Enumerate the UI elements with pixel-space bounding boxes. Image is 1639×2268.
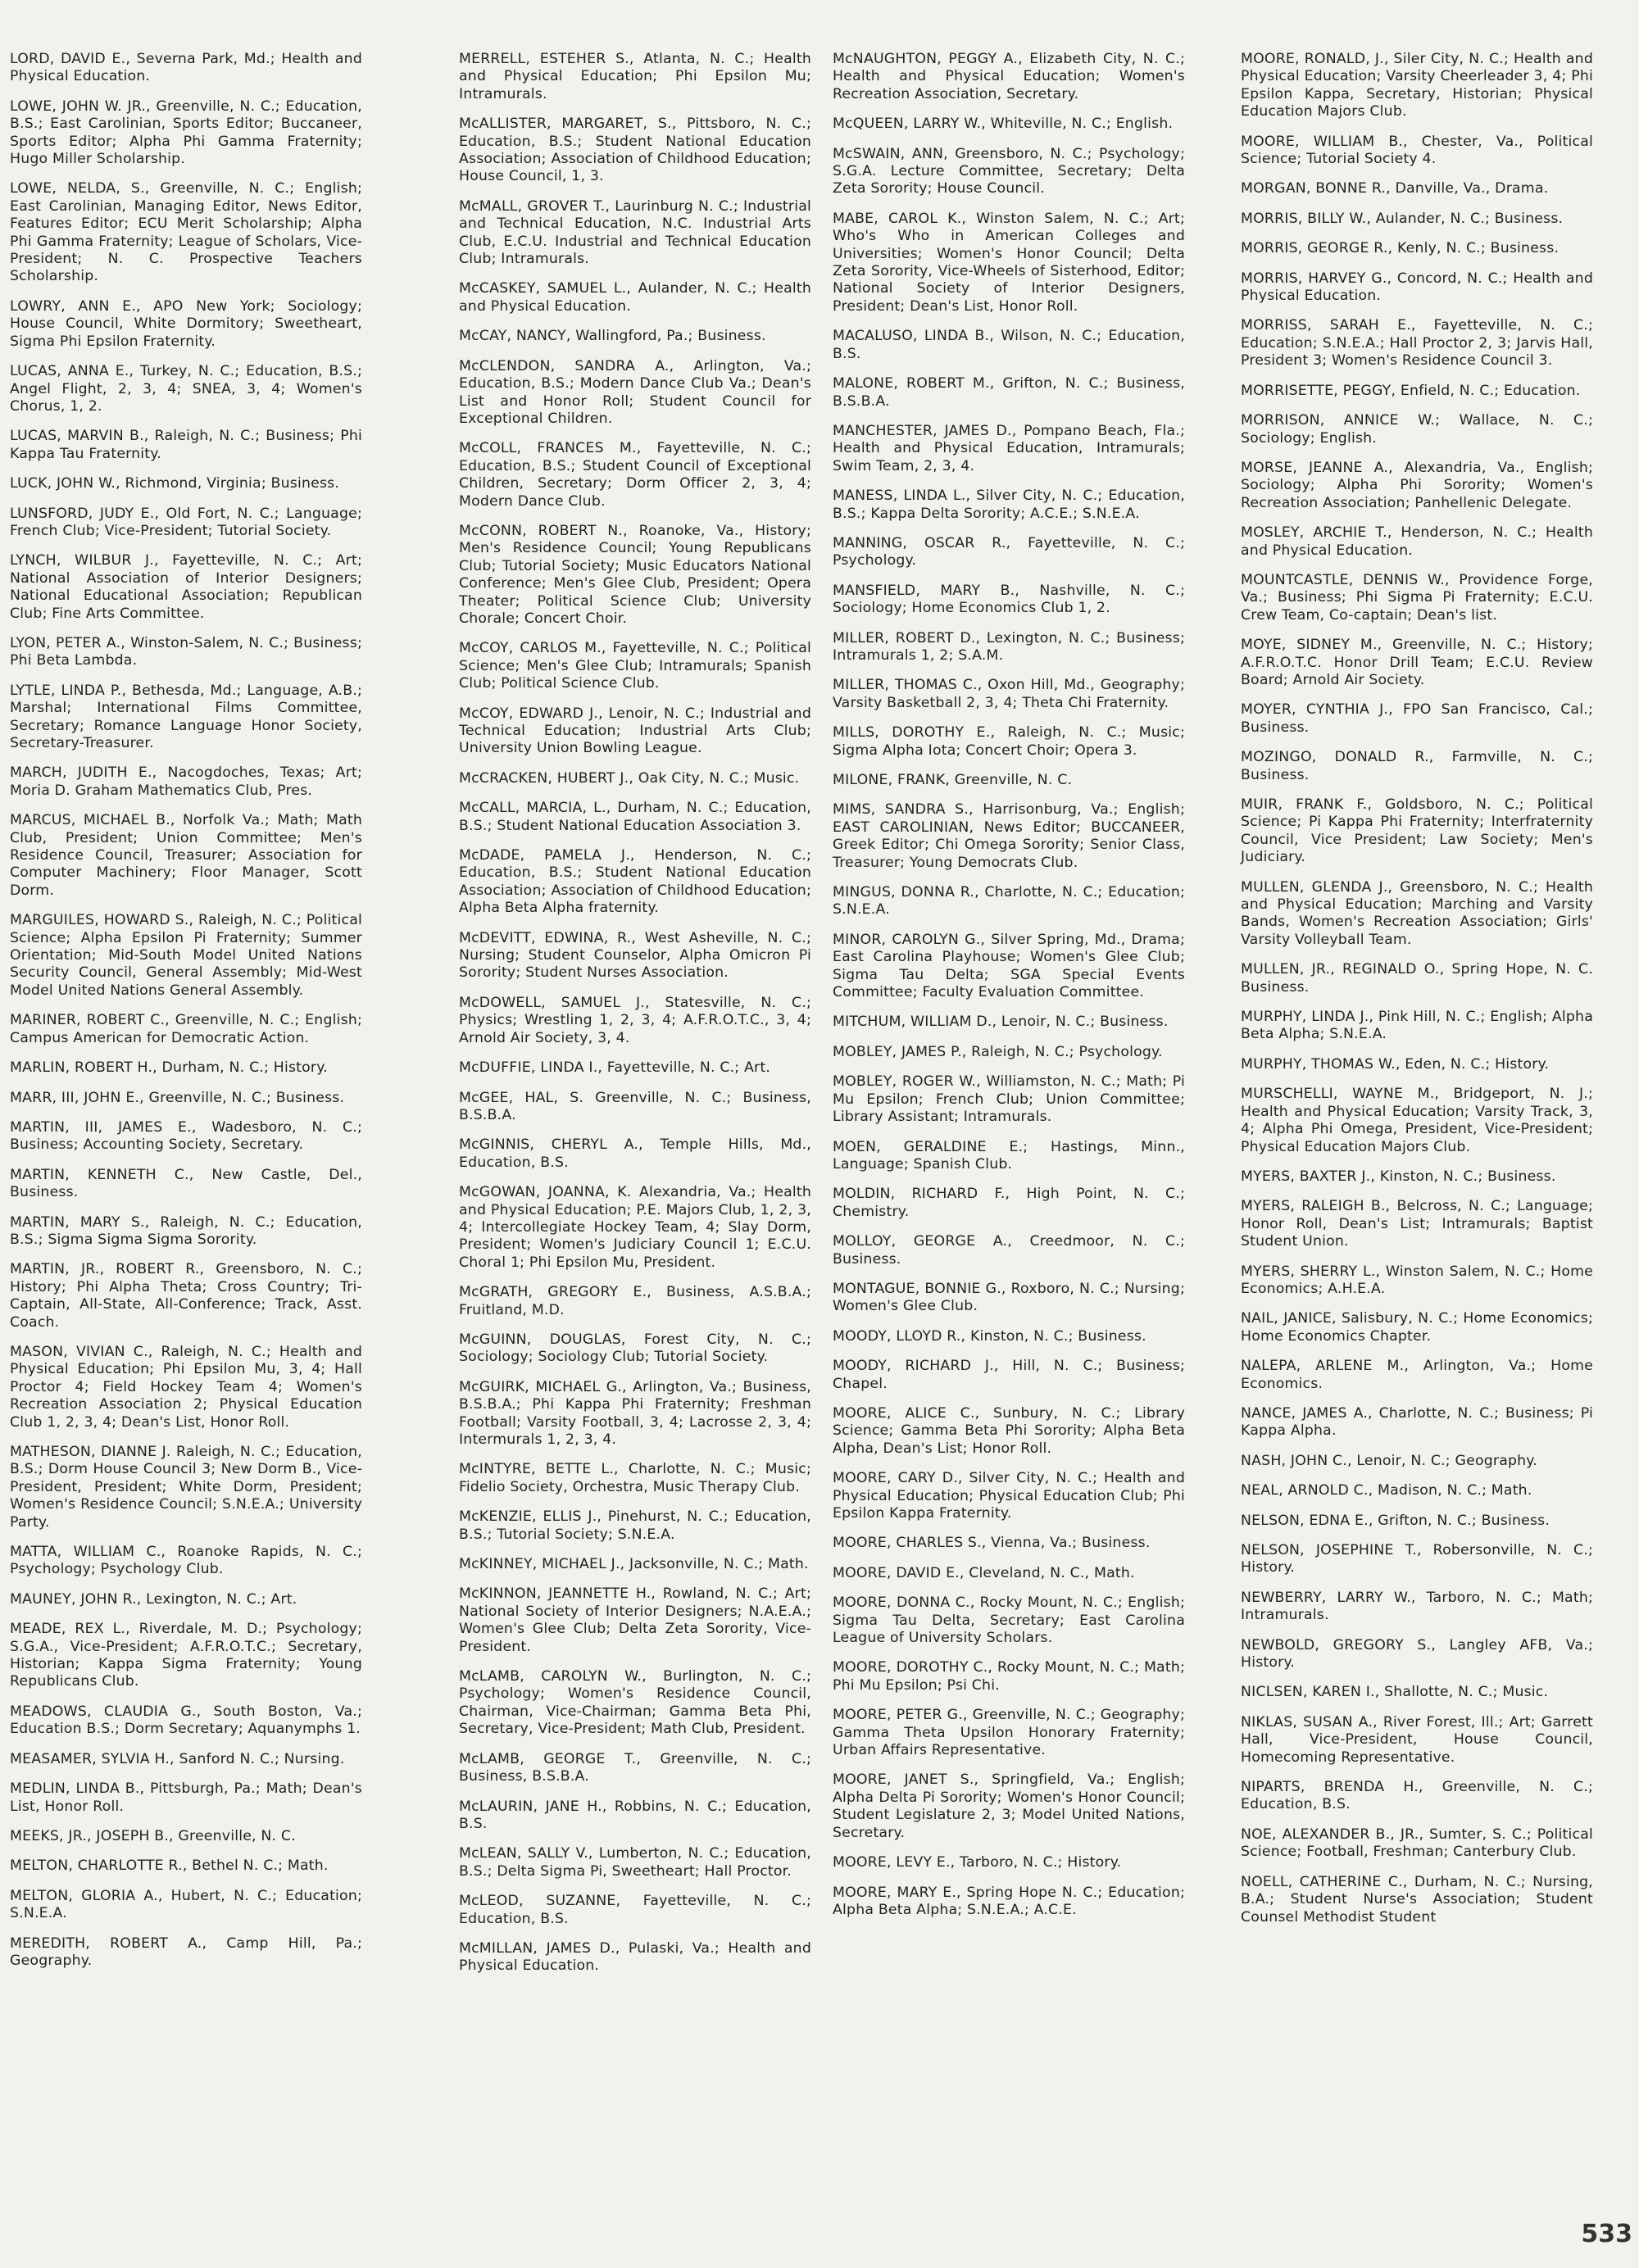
student-entry: MARTIN, KENNETH C., New Castle, Del., Business. <box>10 1166 362 1201</box>
student-entry: NALEPA, ARLENE M., Arlington, Va.; Home Economics. <box>1241 1358 1593 1392</box>
student-entry: LOWE, JOHN W. JR., Greenville, N. C.; Education, B.S.; East Carolinian, Sports Editor; Buccaneer, Sports Editor; Alpha Phi Gamma Fraternity; Hugo Miller Scholarship. <box>10 98 362 168</box>
student-entry: McCAY, NANCY, Wallingford, Pa.; Business. <box>459 328 766 345</box>
student-entry: MORGAN, BONNE R., Danville, Va., Drama. <box>1241 180 1549 197</box>
student-entry: MORSE, JEANNE A., Alexandria, Va., English; Sociology; Alpha Phi Sorority; Women's Recreation Association; Panhellenic Delegate. <box>1241 459 1593 511</box>
student-entry: McCOY, CARLOS M., Fayetteville, N. C.; Political Science; Men's Glee Club; Intramurals; Spanish Club; Political Science Club. <box>459 640 811 692</box>
student-entry: MOORE, DOROTHY C., Rocky Mount, N. C.; Math; Phi Mu Epsilon; Psi Chi. <box>833 1659 1185 1694</box>
student-entry: LUCAS, MARVIN B., Raleigh, N. C.; Business; Phi Kappa Tau Fraternity. <box>10 428 362 462</box>
student-entry: NEAL, ARNOLD C., Madison, N. C.; Math. <box>1241 1482 1532 1499</box>
student-entry: MILONE, FRANK, Greenville, N. C. <box>833 772 1073 788</box>
student-entry: MOORE, RONALD, J., Siler City, N. C.; Health and Physical Education; Varsity Cheerleader 3, 4; Phi Epsilon Kappa, Secretary, Historian; Physical Education Majors Club. <box>1241 51 1593 120</box>
student-entry: McLEAN, SALLY V., Lumberton, N. C.; Education, B.S.; Delta Sigma Pi, Sweetheart; Hall Proctor. <box>459 1845 811 1880</box>
student-entry: NIPARTS, BRENDA H., Greenville, N. C.; Education, B.S. <box>1241 1779 1593 1813</box>
student-entry: LOWRY, ANN E., APO New York; Sociology; House Council, White Dormitory; Sweetheart, Sigma Phi Epsilon Fraternity. <box>10 297 362 350</box>
student-entry: MERRELL, ESTEHER S., Atlanta, N. C.; Health and Physical Education; Phi Epsilon Mu; Intramurals. <box>459 51 811 102</box>
student-entry: MOORE, LEVY E., Tarboro, N. C.; History. <box>833 1854 1122 1871</box>
student-entry: MARCH, JUDITH E., Nacogdoches, Texas; Art; Moria D. Graham Mathematics Club, Pres. <box>10 764 362 799</box>
student-entry: NASH, JOHN C., Lenoir, N. C.; Geography. <box>1241 1452 1537 1469</box>
student-entry: MARTIN, III, JAMES E., Wadesboro, N. C.; Business; Accounting Society, Secretary. <box>10 1118 362 1154</box>
student-entry: MOLDIN, RICHARD F., High Point, N. C.; Chemistry. <box>833 1186 1185 1220</box>
student-entry: MOORE, CARY D., Silver City, N. C.; Health and Physical Education; Physical Education Club; Phi Epsilon Kappa Fraternity. <box>833 1470 1185 1522</box>
student-entry: McLAMB, CAROLYN W., Burlington, N. C.; Psychology; Women's Residence Council, Chairman, Vice-Chairman; Gamma Beta Phi, Secretary, Vice-President; Math Club, President. <box>459 1668 811 1738</box>
student-entry: MEADE, REX L., Riverdale, M. D.; Psychology; S.G.A., Vice-President; A.F.R.O.T.C.; Secretary, Historian; Kappa Sigma Fraternity; Young Republicans Club. <box>10 1621 362 1690</box>
page-number: 533 <box>1581 2220 1632 2248</box>
student-entry: MOYE, SIDNEY M., Greenville, N. C.; History; A.F.R.O.T.C. Honor Drill Team; E.C.U. Review Board; Arnold Air Society. <box>1241 637 1593 688</box>
student-entry: LYTLE, LINDA P., Bethesda, Md.; Language, A.B.; Marshal; International Films Committee, Secretary; Romance Language Honor Society, Secretary-Treasurer. <box>10 682 362 751</box>
student-entry: MOLLOY, GEORGE A., Creedmoor, N. C.; Business. <box>833 1233 1185 1268</box>
student-entry: MEADOWS, CLAUDIA G., South Boston, Va.; Education B.S.; Dorm Secretary; Aquanymphs 1. <box>10 1703 362 1738</box>
student-entry: MALONE, ROBERT M., Grifton, N. C.; Business, B.S.B.A. <box>833 375 1185 410</box>
student-entry: MARR, III, JOHN E., Greenville, N. C.; Business. <box>10 1089 345 1106</box>
student-entry: MURPHY, LINDA J., Pink Hill, N. C.; English; Alpha Beta Alpha; S.N.E.A. <box>1241 1009 1593 1043</box>
student-entry: McGUINN, DOUGLAS, Forest City, N. C.; Sociology; Sociology Club; Tutorial Society. <box>459 1331 811 1366</box>
student-entry: MOORE, ALICE C., Sunbury, N. C.; Library Science; Gamma Beta Phi Sorority; Alpha Beta Alpha, Dean's List; Honor Roll. <box>833 1404 1185 1457</box>
student-entry: McMALL, GROVER T., Laurinburg N. C.; Industrial and Technical Education, N.C. Industrial Arts Club, E.C.U. Industrial and Technical Education Club; Intramurals. <box>459 197 811 268</box>
student-entry: MARLIN, ROBERT H., Durham, N. C.; History. <box>10 1059 328 1077</box>
student-entry: McGUIRK, MICHAEL G., Arlington, Va.; Business, B.S.B.A.; Phi Kappa Phi Fraternity; Freshman Football; Varsity Football, 3, 4; Lacrosse 2, 3, 4; Intermurals 1, 2, 3, 4. <box>459 1378 811 1448</box>
student-entry: MOEN, GERALDINE E.; Hastings, Minn., Language; Spanish Club. <box>833 1138 1185 1173</box>
student-entry: MOBLEY, ROGER W., Williamston, N. C.; Math; Pi Mu Epsilon; French Club; Union Committee; Library Assistant; Intramurals. <box>833 1073 1185 1126</box>
student-entry: MARGUILES, HOWARD S., Raleigh, N. C.; Political Science; Alpha Epsilon Pi Fraternity; Summer Orientation; Mid-South Model United Nations Security Council, General Assembly; Mid-West Model United Nations General Assembly. <box>10 912 362 999</box>
student-entry: MYERS, BAXTER J., Kinston, N. C.; Business. <box>1241 1168 1556 1185</box>
student-entry: MEDLIN, LINDA B., Pittsburgh, Pa.; Math; Dean's List, Honor Roll. <box>10 1780 362 1815</box>
student-entry: MUIR, FRANK F., Goldsboro, N. C.; Political Science; Pi Kappa Phi Fraternity; Interfraternity Council, Vice President; Law Society; Men's Judiciary. <box>1241 796 1593 866</box>
student-entry: LUNSFORD, JUDY E., Old Fort, N. C.; Language; French Club; Vice-President; Tutorial Society. <box>10 505 362 539</box>
student-entry: MILLER, THOMAS C., Oxon Hill, Md., Geography; Varsity Basketball 2, 3, 4; Theta Chi Fraternity. <box>833 677 1185 711</box>
student-entry: McLAMB, GEORGE T., Greenville, N. C.; Business, B.S.B.A. <box>459 1750 811 1785</box>
student-entry: MONTAGUE, BONNIE G., Roxboro, N. C.; Nursing; Women's Glee Club. <box>833 1280 1185 1315</box>
student-entry: MOZINGO, DONALD R., Farmville, N. C.; Business. <box>1241 749 1593 783</box>
student-entry: MOYER, CYNTHIA J., FPO San Francisco, Cal.; Business. <box>1241 701 1593 736</box>
student-entry: LYNCH, WILBUR J., Fayetteville, N. C.; Art; National Association of Interior Designers; National Educational Association; Republican Club; Fine Arts Committee. <box>10 552 362 622</box>
student-entry: MANCHESTER, JAMES D., Pompano Beach, Fla.; Health and Physical Education, Intramurals; Swim Team, 2, 3, 4. <box>833 422 1185 474</box>
student-entry: MULLEN, GLENDA J., Greensboro, N. C.; Health and Physical Education; Marching and Varsity Bands, Women's Recreation Association; Girls' Varsity Volleyball Team. <box>1241 878 1593 948</box>
student-entry: MARCUS, MICHAEL B., Norfolk Va.; Math; Math Club, President; Union Committee; Men's Residence Council, Treasurer; Association for Computer Machinery; Floor Manager, Scott Dorm. <box>10 812 362 899</box>
student-entry: MASON, VIVIAN C., Raleigh, N. C.; Health and Physical Education; Phi Epsilon Mu, 3, 4; Hall Proctor 4; Field Hockey Team 4; Women's Recreation Association 2; Physical Education Club 1, 2, 3, 4; Dean's List, Honor Roll. <box>10 1343 362 1431</box>
student-entry: McCALL, MARCIA, L., Durham, N. C.; Education, B.S.; Student National Education Association 3. <box>459 800 811 834</box>
student-entry: MORRIS, HARVEY G., Concord, N. C.; Health and Physical Education. <box>1241 270 1593 305</box>
student-entry: MITCHUM, WILLIAM D., Lenoir, N. C.; Business. <box>833 1014 1169 1031</box>
index-column-3 <box>833 51 1185 1931</box>
student-entry: MYERS, SHERRY L., Winston Salem, N. C.; Home Economics; A.H.E.A. <box>1241 1263 1593 1297</box>
student-entry: LOWE, NELDA, S., Greenville, N. C.; English; East Carolinian, Managing Editor, News Editor, Features Editor; ECU Merit Scholarship; Alpha Phi Gamma Fraternity; League of Scholars, Vice-President; N. C. Prospective Teachers Scholarship. <box>10 180 362 285</box>
student-entry: MEEKS, JR., JOSEPH B., Greenville, N. C. <box>10 1827 296 1844</box>
student-entry: MOODY, LLOYD R., Kinston, N. C.; Business. <box>833 1327 1146 1345</box>
index-column-4 <box>1241 51 1593 1939</box>
student-entry: MANSFIELD, MARY B., Nashville, N. C.; Sociology; Home Economics Club 1, 2. <box>833 582 1185 617</box>
student-entry: MOORE, CHARLES S., Vienna, Va.; Business. <box>833 1535 1151 1552</box>
student-entry: MOORE, MARY E., Spring Hope N. C.; Education; Alpha Beta Alpha; S.N.E.A.; A.C.E. <box>833 1884 1185 1918</box>
student-entry: MORRISS, SARAH E., Fayetteville, N. C.; Education; S.N.E.A.; Hall Proctor 2, 3; Jarvis Hall, President 3; Women's Residence Council 3. <box>1241 317 1593 370</box>
student-entry: NICLSEN, KAREN I., Shallotte, N. C.; Music. <box>1241 1684 1549 1701</box>
student-entry: LUCAS, ANNA E., Turkey, N. C.; Education, B.S.; Angel Flight, 2, 3, 4; SNEA, 3, 4; Women's Chorus, 1, 2. <box>10 363 362 415</box>
student-entry: MOORE, DONNA C., Rocky Mount, N. C.; English; Sigma Tau Delta, Secretary; East Carolina League of University Scholars. <box>833 1594 1185 1647</box>
student-entry: McDADE, PAMELA J., Henderson, N. C.; Education, B.S.; Student National Education Association; Association of Childhood Education; Alpha Beta Alpha fraternity. <box>459 847 811 917</box>
student-entry: McLAURIN, JANE H., Robbins, N. C.; Education, B.S. <box>459 1798 811 1832</box>
student-entry: MORRISON, ANNICE W.; Wallace, N. C.; Sociology; English. <box>1241 412 1593 447</box>
student-entry: LYON, PETER A., Winston-Salem, N. C.; Business; Phi Beta Lambda. <box>10 634 362 669</box>
student-entry: McKENZIE, ELLIS J., Pinehurst, N. C.; Education, B.S.; Tutorial Society; S.N.E.A. <box>459 1508 811 1543</box>
student-entry: MOORE, PETER G., Greenville, N. C.; Geography; Gamma Theta Upsilon Honorary Fraternity; Urban Affairs Representative. <box>833 1707 1185 1759</box>
student-entry: MOORE, JANET S., Springfield, Va.; English; Alpha Delta Pi Sorority; Women's Honor Council; Student Legislature 2, 3; Model United Nations, Secretary. <box>833 1771 1185 1841</box>
student-entry: NOE, ALEXANDER B., JR., Sumter, S. C.; Political Science; Football, Freshman; Canterbury Club. <box>1241 1826 1593 1861</box>
student-entry: MILLER, ROBERT D., Lexington, N. C.; Business; Intramurals 1, 2; S.A.M. <box>833 629 1185 664</box>
student-entry: McALLISTER, MARGARET, S., Pittsboro, N. C.; Education, B.S.; Student National Education Association; Association of Childhood Education; House Council, 1, 3. <box>459 116 811 185</box>
student-entry: MURSCHELLI, WAYNE M., Bridgeport, N. J.; Health and Physical Education; Varsity Track, 3, 4; Alpha Phi Omega, President, Vice-President; Physical Education Majors Club. <box>1241 1086 1593 1155</box>
student-entry: MOSLEY, ARCHIE T., Henderson, N. C.; Health and Physical Education. <box>1241 524 1593 559</box>
student-entry: MATTA, WILLIAM C., Roanoke Rapids, N. C.; Psychology; Psychology Club. <box>10 1544 362 1578</box>
student-entry: MACALUSO, LINDA B., Wilson, N. C.; Education, B.S. <box>833 328 1185 362</box>
student-entry: NAIL, JANICE, Salisbury, N. C.; Home Economics; Home Economics Chapter. <box>1241 1310 1593 1345</box>
student-entry: MOBLEY, JAMES P., Raleigh, N. C.; Psychology. <box>833 1043 1163 1060</box>
student-entry: MOUNTCASTLE, DENNIS W., Providence Forge, Va.; Business; Phi Sigma Pi Fraternity; E.C.U. Crew Team, Co-captain; Dean's list. <box>1241 571 1593 624</box>
student-entry: McGRATH, GREGORY E., Business, A.S.B.A.; Fruitland, M.D. <box>459 1284 811 1318</box>
student-entry: McGINNIS, CHERYL A., Temple Hills, Md., Education, B.S. <box>459 1136 811 1171</box>
student-entry: MAUNEY, JOHN R., Lexington, N. C.; Art. <box>10 1590 297 1608</box>
student-entry: NELSON, EDNA E., Grifton, N. C.; Business. <box>1241 1512 1550 1529</box>
student-entry: MURPHY, THOMAS W., Eden, N. C.; History. <box>1241 1055 1550 1073</box>
student-entry: McQUEEN, LARRY W., Whiteville, N. C.; English. <box>833 116 1174 133</box>
student-entry: MORRIS, BILLY W., Aulander, N. C.; Business. <box>1241 210 1564 227</box>
student-entry: McDEVITT, EDWINA, R., West Asheville, N. C.; Nursing; Student Counselor, Alpha Omicron Pi Sorority; Student Nurses Association. <box>459 929 811 982</box>
student-entry: MINOR, CAROLYN G., Silver Spring, Md., Drama; East Carolina Playhouse; Women's Glee Club; Sigma Tau Delta; SGA Special Events Committee; Faculty Evaluation Committee. <box>833 931 1185 1001</box>
student-entry: MARTIN, JR., ROBERT R., Greensboro, N. C.; History; Phi Alpha Theta; Cross Country; Tri-Captain, All-State, All-Conference; Track, Asst. Coach. <box>10 1261 362 1331</box>
student-entry: MOORE, DAVID E., Cleveland, N. C., Math. <box>833 1564 1135 1581</box>
student-entry: McCRACKEN, HUBERT J., Oak City, N. C.; Music. <box>459 769 800 787</box>
student-entry: McCOLL, FRANCES M., Fayetteville, N. C.; Education, B.S.; Student Council of Exceptional Children, Secretary; Dorm Officer 2, 3, 4; Modern Dance Club. <box>459 440 811 510</box>
student-entry: MATHESON, DIANNE J. Raleigh, N. C.; Education, B.S.; Dorm House Council 3; New Dorm B., Vice-President, President; White Dorm, President; Women's Residence Council; S.N.E.A.; University Party. <box>10 1444 362 1531</box>
student-entry: MORRIS, GEORGE R., Kenly, N. C.; Business. <box>1241 240 1560 257</box>
student-entry: NEWBOLD, GREGORY S., Langley AFB, Va.; History. <box>1241 1636 1593 1672</box>
student-entry: MARINER, ROBERT C., Greenville, N. C.; English; Campus American for Democratic Action. <box>10 1012 362 1046</box>
student-entry: McDOWELL, SAMUEL J., Statesville, N. C.; Physics; Wrestling 1, 2, 3, 4; A.F.R.O.T.C., 3, 4; Arnold Air Society, 3, 4. <box>459 994 811 1046</box>
student-entry: MEREDITH, ROBERT A., Camp Hill, Pa.; Geography. <box>10 1935 362 1969</box>
student-entry: McGOWAN, JOANNA, K. Alexandria, Va.; Health and Physical Education; P.E. Majors Club, 1, 2, 3, 4; Intercollegiate Hockey Team, 4; Slay Dorm, President; Women's Judiciary Council 1; E.C.U. Choral 1; Phi Epsilon Mu, President. <box>459 1184 811 1271</box>
student-entry: MYERS, RALEIGH B., Belcross, N. C.; Language; Honor Roll, Dean's List; Intramurals; Baptist Student Union. <box>1241 1198 1593 1250</box>
student-entry: McDUFFIE, LINDA I., Fayetteville, N. C.; Art. <box>459 1059 771 1077</box>
student-entry: McCOY, EDWARD J., Lenoir, N. C.; Industrial and Technical Education; Industrial Arts Club; University Union Bowling League. <box>459 705 811 757</box>
student-entry: McKINNEY, MICHAEL J., Jacksonville, N. C.; Math. <box>459 1556 809 1573</box>
index-column-1 <box>10 51 362 1982</box>
student-entry: LORD, DAVID E., Severna Park, Md.; Health and Physical Education. <box>10 51 362 85</box>
index-column-2 <box>459 51 811 1988</box>
student-entry: MORRISETTE, PEGGY, Enfield, N. C.; Education. <box>1241 382 1581 399</box>
student-entry: MILLS, DOROTHY E., Raleigh, N. C.; Music; Sigma Alpha Iota; Concert Choir; Opera 3. <box>833 724 1185 759</box>
student-entry: MEASAMER, SYLVIA H., Sanford N. C.; Nursing. <box>10 1750 345 1767</box>
student-entry: McCONN, ROBERT N., Roanoke, Va., History; Men's Residence Council; Young Republicans Club; Tutorial Society; Music Educators National Conference; Men's Glee Club, President; Opera Theater; Political Science Club; University Chorale; Concert Choir. <box>459 522 811 627</box>
student-entry: LUCK, JOHN W., Richmond, Virginia; Business. <box>10 475 340 492</box>
student-entry: McCASKEY, SAMUEL L., Aulander, N. C.; Health and Physical Education. <box>459 280 811 315</box>
student-entry: McNAUGHTON, PEGGY A., Elizabeth City, N. C.; Health and Physical Education; Women's Recreation Association, Secretary. <box>833 51 1185 102</box>
student-entry: MULLEN, JR., REGINALD O., Spring Hope, N. C. Business. <box>1241 961 1593 996</box>
student-entry: NIKLAS, SUSAN A., River Forest, Ill.; Art; Garrett Hall, Vice-President, House Council, Homecoming Representative. <box>1241 1713 1593 1766</box>
student-entry: McSWAIN, ANN, Greensboro, N. C.; Psychology; S.G.A. Lecture Committee, Secretary; Delta Zeta Sorority; House Council. <box>833 145 1185 197</box>
student-entry: McINTYRE, BETTE L., Charlotte, N. C.; Music; Fidelio Society, Orchestra, Music Therapy Club. <box>459 1461 811 1495</box>
student-entry: MABE, CAROL K., Winston Salem, N. C.; Art; Who's Who in American Colleges and Universities; Women's Honor Council; Delta Zeta Sorority, Vice-Wheels of Sisterhood, Editor; National Society of Interior Designers, President; Dean's List, Honor Roll. <box>833 210 1185 315</box>
student-entry: MANNING, OSCAR R., Fayetteville, N. C.; Psychology. <box>833 534 1185 569</box>
student-entry: MELTON, CHARLOTTE R., Bethel N. C.; Math. <box>10 1857 329 1875</box>
student-entry: MARTIN, MARY S., Raleigh, N. C.; Education, B.S.; Sigma Sigma Sigma Sorority. <box>10 1213 362 1248</box>
student-entry: NELSON, JOSEPHINE T., Robersonville, N. C.; History. <box>1241 1542 1593 1576</box>
student-entry: McCLENDON, SANDRA A., Arlington, Va.; Education, B.S.; Modern Dance Club Va.; Dean's List and Honor Roll; Student Council for Exceptional Children. <box>459 357 811 427</box>
student-entry: McGEE, HAL, S. Greenville, N. C.; Business, B.S.B.A. <box>459 1089 811 1123</box>
student-entry: McKINNON, JEANNETTE H., Rowland, N. C.; Art; National Society of Interior Designers; N.A.E.A.; Women's Glee Club; Delta Zeta Sorority, Vice-President. <box>459 1585 811 1655</box>
student-entry: NEWBERRY, LARRY W., Tarboro, N. C.; Math; Intramurals. <box>1241 1589 1593 1624</box>
student-entry: MELTON, GLORIA A., Hubert, N. C.; Education; S.N.E.A. <box>10 1887 362 1922</box>
student-entry: MIMS, SANDRA S., Harrisonburg, Va.; English; EAST CAROLINIAN, News Editor; BUCCANEER, Greek Editor; Chi Omega Sorority; Senior Class, Treasurer; Young Democrats Club. <box>833 801 1185 871</box>
student-entry: MANESS, LINDA L., Silver City, N. C.; Education, B.S.; Kappa Delta Sorority; A.C.E.; S.N.E.A. <box>833 488 1185 522</box>
student-entry: NOELL, CATHERINE C., Durham, N. C.; Nursing, B.A.; Student Nurse's Association; Student Counsel Methodist Student <box>1241 1873 1593 1926</box>
student-entry: NANCE, JAMES A., Charlotte, N. C.; Business; Pi Kappa Alpha. <box>1241 1404 1593 1440</box>
student-entry: MINGUS, DONNA R., Charlotte, N. C.; Education; S.N.E.A. <box>833 884 1185 919</box>
student-entry: McLEOD, SUZANNE, Fayetteville, N. C.; Education, B.S. <box>459 1893 811 1927</box>
student-entry: McMILLAN, JAMES D., Pulaski, Va.; Health and Physical Education. <box>459 1939 811 1975</box>
student-entry: MOORE, WILLIAM B., Chester, Va., Political Science; Tutorial Society 4. <box>1241 133 1593 168</box>
student-entry: MOODY, RICHARD J., Hill, N. C.; Business; Chapel. <box>833 1358 1185 1392</box>
